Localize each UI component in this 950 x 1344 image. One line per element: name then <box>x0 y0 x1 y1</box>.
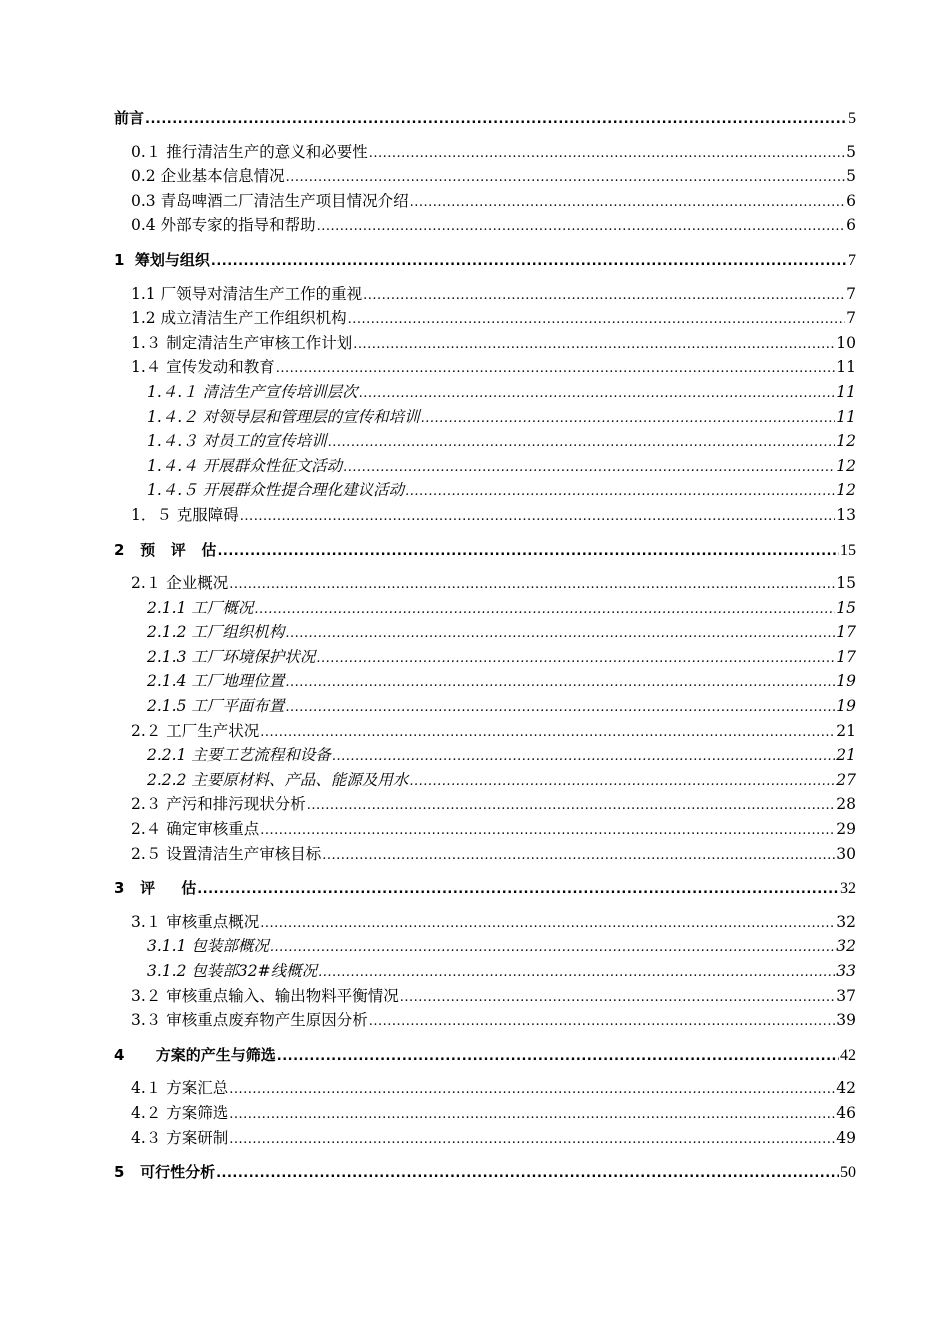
toc-entry-page: 15 <box>840 541 856 559</box>
toc-entry-page: 15 <box>836 574 856 593</box>
toc-entry[interactable] <box>114 1101 856 1126</box>
dot-leader <box>409 770 835 795</box>
dot-leader <box>254 598 835 623</box>
dot-leader <box>229 1078 835 1103</box>
toc-entry[interactable] <box>114 538 856 563</box>
dot-leader <box>307 794 836 819</box>
toc-entry-page: 19 <box>836 697 856 716</box>
toc-entry[interactable] <box>114 164 856 189</box>
toc-entry-title: 3.３ 审核重点废弃物产生原因分析 <box>131 1011 368 1030</box>
dot-leader <box>270 936 835 961</box>
dot-leader <box>229 573 835 598</box>
toc-entry[interactable] <box>114 984 856 1009</box>
toc-entry-title: 1.４.５ 开展群众性提合理化建议活动 <box>147 481 405 500</box>
toc-entry-title: 2.２ 工厂生产状况 <box>131 721 260 740</box>
toc-entry-title: 3.1.1 包装部概况 <box>147 937 269 956</box>
toc-entry[interactable] <box>114 355 856 380</box>
toc-entry-page: 11 <box>836 358 856 377</box>
toc-entry-page: 50 <box>840 1164 856 1182</box>
toc-entry-page: 15 <box>836 598 856 617</box>
toc-entry-page: 7 <box>846 284 856 303</box>
toc-entry-title: 2.1.3 工厂环境保护状况 <box>147 647 316 666</box>
toc-entry-page: 17 <box>836 623 856 642</box>
toc-entry-title: 1.４.４ 开展群众性征文活动 <box>147 456 343 475</box>
toc-entry[interactable] <box>114 405 856 430</box>
toc-entry-page: 12 <box>836 456 856 475</box>
toc-entry-page: 46 <box>836 1103 856 1122</box>
toc-entry-title: 0.１ 推行清洁生产的意义和必要性 <box>131 142 368 161</box>
dot-leader <box>285 696 835 721</box>
toc-entry[interactable] <box>114 743 856 768</box>
toc-entry-title: 2.1.5 工厂平面布置 <box>147 697 285 716</box>
toc-entry-title: 4.１ 方案汇总 <box>131 1079 229 1098</box>
dot-leader <box>211 250 847 275</box>
dot-leader <box>276 357 836 382</box>
toc-entry[interactable] <box>114 694 856 719</box>
toc-entry[interactable] <box>114 934 856 959</box>
toc-entry-title: 1.４ 宣传发动和教育 <box>131 358 275 377</box>
toc-entry[interactable] <box>114 817 856 842</box>
toc-entry-page: 32 <box>836 912 856 931</box>
dot-leader <box>260 721 835 746</box>
toc-entry[interactable] <box>114 1043 856 1068</box>
dot-leader <box>353 333 835 358</box>
toc-entry-title: 2.３ 产污和排污现状分析 <box>131 795 306 814</box>
toc-entry-page: 21 <box>836 721 856 740</box>
dot-leader <box>277 1045 839 1070</box>
dot-leader <box>216 1162 839 1187</box>
toc-entry[interactable] <box>114 106 856 131</box>
toc-entry-page: 49 <box>836 1128 856 1147</box>
dot-leader <box>260 819 835 844</box>
toc-entry-page: 12 <box>836 432 856 451</box>
dot-leader <box>318 961 835 986</box>
toc-entry-page: 21 <box>836 746 856 765</box>
toc-entry-page: 32 <box>836 937 856 956</box>
dot-leader <box>285 671 835 696</box>
toc-entry-page: 11 <box>836 382 856 401</box>
dot-leader <box>217 540 839 565</box>
toc-entry-page: 29 <box>836 820 856 839</box>
dot-leader <box>400 986 836 1011</box>
toc-entry[interactable] <box>114 503 856 528</box>
toc-entry-title: 0.3 青岛啤酒二厂清洁生产项目情况介绍 <box>131 191 409 210</box>
toc-entry-page: 5 <box>846 142 856 161</box>
dot-leader <box>328 431 836 456</box>
toc-entry-title: 2.１ 企业概况 <box>131 574 229 593</box>
toc-entry-page: 27 <box>836 770 856 789</box>
dot-leader <box>359 382 836 407</box>
toc-entry[interactable] <box>114 429 856 454</box>
toc-entry[interactable] <box>114 1126 856 1151</box>
toc-entry-page: 32 <box>840 880 856 898</box>
toc-entry[interactable] <box>114 1008 856 1033</box>
toc-entry-page: 28 <box>836 795 856 814</box>
toc-entry[interactable] <box>114 792 856 817</box>
toc-entry-page: 42 <box>836 1079 856 1098</box>
dot-leader <box>348 308 846 333</box>
dot-leader <box>285 622 835 647</box>
toc-entry[interactable] <box>114 719 856 744</box>
toc-entry-title: 1.４.３ 对员工的宣传培训 <box>147 432 327 451</box>
dot-leader <box>229 1128 835 1153</box>
toc-entry-title: 1.３ 制定清洁生产审核工作计划 <box>131 333 353 352</box>
toc-entry-title: 1.４.２ 对领导层和管理层的宣传和培训 <box>147 407 420 426</box>
toc-entry[interactable] <box>114 213 856 238</box>
toc-entry[interactable] <box>114 1160 856 1185</box>
toc-entry-title: 1．５ 克服障碍 <box>131 505 239 524</box>
toc-entry-page: 12 <box>836 481 856 500</box>
toc-entry-title: 3.２ 审核重点输入、输出物料平衡情况 <box>131 986 399 1005</box>
toc-entry-title: 2.2.2 主要原材料、产品、能源及用水 <box>147 770 409 789</box>
toc-entry-title: 前言 <box>114 109 145 127</box>
toc-entry[interactable] <box>114 454 856 479</box>
toc-entry[interactable] <box>114 189 856 214</box>
dot-leader <box>145 108 847 133</box>
toc-entry[interactable] <box>114 768 856 793</box>
toc-entry-page: 13 <box>836 505 856 524</box>
toc-entry-page: 30 <box>836 844 856 863</box>
toc-entry-page: 37 <box>836 986 856 1005</box>
toc-entry-page: 33 <box>836 962 856 980</box>
dot-leader <box>410 191 846 216</box>
toc-entry[interactable] <box>114 248 856 273</box>
dot-leader <box>317 215 846 240</box>
toc-entry-title: 4 方案的产生与筛选 <box>114 1045 276 1064</box>
toc-entry-page: 5 <box>846 167 856 186</box>
toc-entry[interactable] <box>114 876 856 901</box>
dot-leader <box>369 1010 836 1035</box>
dot-leader <box>260 912 835 937</box>
toc-entry-title: 2.1.4 工厂地理位置 <box>147 672 285 691</box>
toc-entry[interactable] <box>114 842 856 867</box>
toc-entry[interactable] <box>114 571 856 596</box>
toc-entry-title: 3 评 估 <box>114 879 197 898</box>
toc-entry-title: 4.２ 方案筛选 <box>131 1103 229 1122</box>
toc-entry-title: 4.３ 方案研制 <box>131 1128 229 1147</box>
dot-leader <box>421 407 836 432</box>
toc-entry-title: 0.2 企业基本信息情况 <box>131 167 285 186</box>
toc-entry-title: 2.５ 设置清洁生产审核目标 <box>131 844 322 863</box>
toc-entry[interactable] <box>114 380 856 405</box>
toc-entry-title: 3.1.2 包装部32#线概况 <box>147 962 318 980</box>
toc-entry-page: 19 <box>836 672 856 691</box>
toc-entry-page: 39 <box>836 1011 856 1030</box>
dot-leader <box>369 142 845 167</box>
toc-entry-title: 1.2 成立清洁生产工作组织机构 <box>131 309 347 328</box>
dot-leader <box>197 878 839 903</box>
dot-leader <box>405 480 835 505</box>
dot-leader <box>286 166 846 191</box>
dot-leader <box>363 284 845 309</box>
dot-leader <box>229 1103 835 1128</box>
toc-entry-page: 42 <box>840 1046 856 1064</box>
toc-entry-page: 10 <box>836 333 856 352</box>
toc-entry-title: 1.４.１ 清洁生产宣传培训层次 <box>147 382 358 401</box>
toc-entry[interactable] <box>114 282 856 307</box>
toc-entry-title: 5 可行性分析 <box>114 1163 216 1182</box>
table-of-contents <box>114 106 856 1194</box>
toc-entry[interactable] <box>114 910 856 935</box>
toc-entry-title: 2.４ 确定审核重点 <box>131 820 260 839</box>
toc-entry-title: 2.2.1 主要工艺流程和设备 <box>147 746 331 765</box>
toc-entry-page: 6 <box>846 191 856 210</box>
toc-entry-title: 1.1 厂领导对清洁生产工作的重视 <box>131 284 363 303</box>
dot-leader <box>316 647 835 672</box>
dot-leader <box>240 505 835 530</box>
toc-entry-title: 2.1.1 工厂概况 <box>147 598 254 617</box>
toc-entry[interactable] <box>114 959 856 984</box>
toc-entry-page: 5 <box>848 110 856 127</box>
toc-entry-page: 6 <box>846 216 856 235</box>
toc-entry[interactable] <box>114 478 856 503</box>
toc-entry-title: 0.4 外部专家的指导和帮助 <box>131 216 316 235</box>
toc-entry-title: 2 预 评 估 <box>114 540 217 559</box>
toc-entry-page: 7 <box>848 251 856 269</box>
toc-entry[interactable] <box>114 331 856 356</box>
toc-entry-title: 2.1.2 工厂组织机构 <box>147 623 285 642</box>
toc-entry[interactable] <box>114 1076 856 1101</box>
toc-entry[interactable] <box>114 596 856 621</box>
toc-entry[interactable] <box>114 645 856 670</box>
dot-leader <box>343 456 835 481</box>
toc-entry-page: 17 <box>836 647 856 666</box>
toc-entry-page: 7 <box>846 309 856 328</box>
toc-entry[interactable] <box>114 140 856 165</box>
toc-entry-title: 3.１ 审核重点概况 <box>131 912 260 931</box>
toc-entry-title: 1 筹划与组织 <box>114 250 210 269</box>
toc-entry[interactable] <box>114 669 856 694</box>
toc-entry[interactable] <box>114 306 856 331</box>
dot-leader <box>332 745 835 770</box>
dot-leader <box>322 844 835 869</box>
toc-entry-page: 11 <box>836 407 856 426</box>
toc-entry[interactable] <box>114 620 856 645</box>
